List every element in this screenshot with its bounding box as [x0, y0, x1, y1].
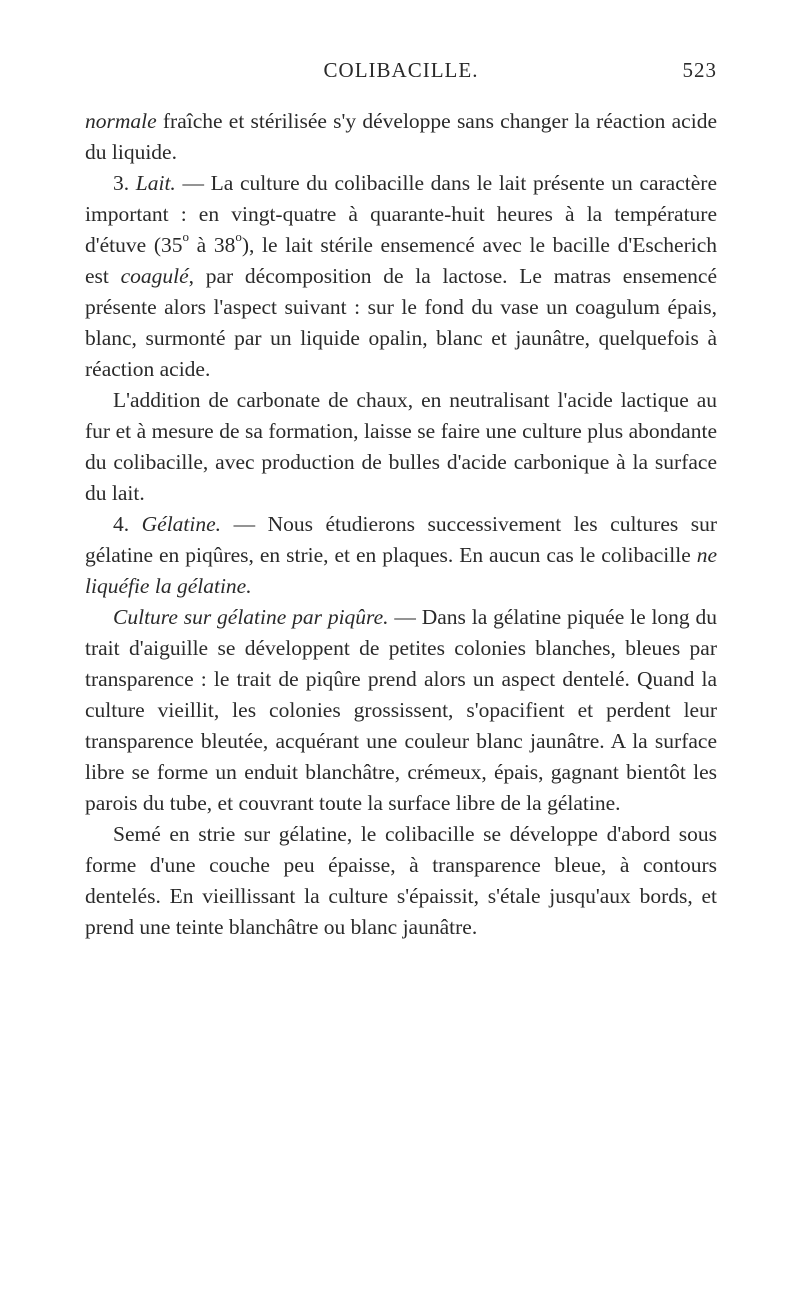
italic-text: Culture sur gélatine par piqûre. — [113, 605, 389, 629]
text-run: 4. — [113, 512, 142, 536]
text-run: à 38 — [189, 233, 236, 257]
degree-superscript: o — [182, 229, 189, 244]
text-run: fraîche et stérilisée s'y développe sans changer la réaction acide du liquide. — [85, 109, 717, 164]
italic-text: normale — [85, 109, 157, 133]
paragraph — [85, 385, 717, 509]
text-run: , par décomposition de la lactose. Le matras ensemencé présente alors l'aspect suivant : sur le fond du vase un coagulum épais, blanc, surmonté par un liquide opalin, blanc et jaunâtre, quelquefois à réaction acide. — [85, 264, 717, 381]
text-run: 3. — [113, 171, 136, 195]
text-run: Semé en strie sur gélatine, le colibacille se développe d'abord sous forme d'une couche peu épaisse, à transparence bleue, à contours dentelés. En vieillissant la culture s'épaissit, s'étale jusqu'aux bords, et prend une teinte blanchâtre ou blanc jaunâtre. — [85, 822, 717, 939]
italic-text: Gélatine. — [141, 512, 222, 536]
paragraph — [85, 106, 717, 168]
book-page — [85, 58, 717, 943]
text-run: — La culture du colibacille dans le lait présente un caractère important : en vingt-quatre à quarante-huit heures à la température d'étuve (35 — [85, 171, 717, 257]
body-text — [85, 106, 717, 943]
running-header — [85, 58, 717, 92]
text-run: ), le lait stérile ensemencé avec le bacille d'Escherich est — [85, 233, 718, 288]
italic-text: coagulé — [120, 264, 189, 288]
paragraph — [85, 168, 717, 385]
text-run: L'addition de carbonate de chaux, en neutralisant l'acide lactique au fur et à mesure de sa formation, laisse se faire une culture plus abondante du colibacille, avec production de bulles d'acide carbonique à la surface du lait. — [85, 388, 717, 505]
text-run: — Nous étudierons successivement les cultures sur gélatine en piqûres, en strie, et en plaques. En aucun cas le colibacille — [85, 512, 718, 567]
italic-text: Lait. — [135, 171, 176, 195]
paragraph — [85, 509, 717, 602]
paragraph — [85, 602, 717, 819]
text-run: — Dans la gélatine piquée le long du trait d'aiguille se développent de petites colonies blanches, bleues par transparence : le trait de piqûre prend alors un aspect dentelé. Quand la culture vieillit, les colonies grossissent, s'opacifient et perdent leur transparence bleutée, acquérant une couleur blanc jaunâtre. A la surface libre se forme un enduit blanchâtre, crémeux, épais, gagnant bientôt les parois du tube, et couvrant toute la surface libre de la gélatine. — [85, 605, 717, 815]
running-title: COLIBACILLE. — [323, 58, 479, 82]
italic-text: ne liquéfie la gélatine. — [85, 543, 717, 598]
degree-superscript: o — [235, 229, 242, 244]
page-number: 523 — [682, 58, 717, 82]
paragraph — [85, 819, 717, 943]
